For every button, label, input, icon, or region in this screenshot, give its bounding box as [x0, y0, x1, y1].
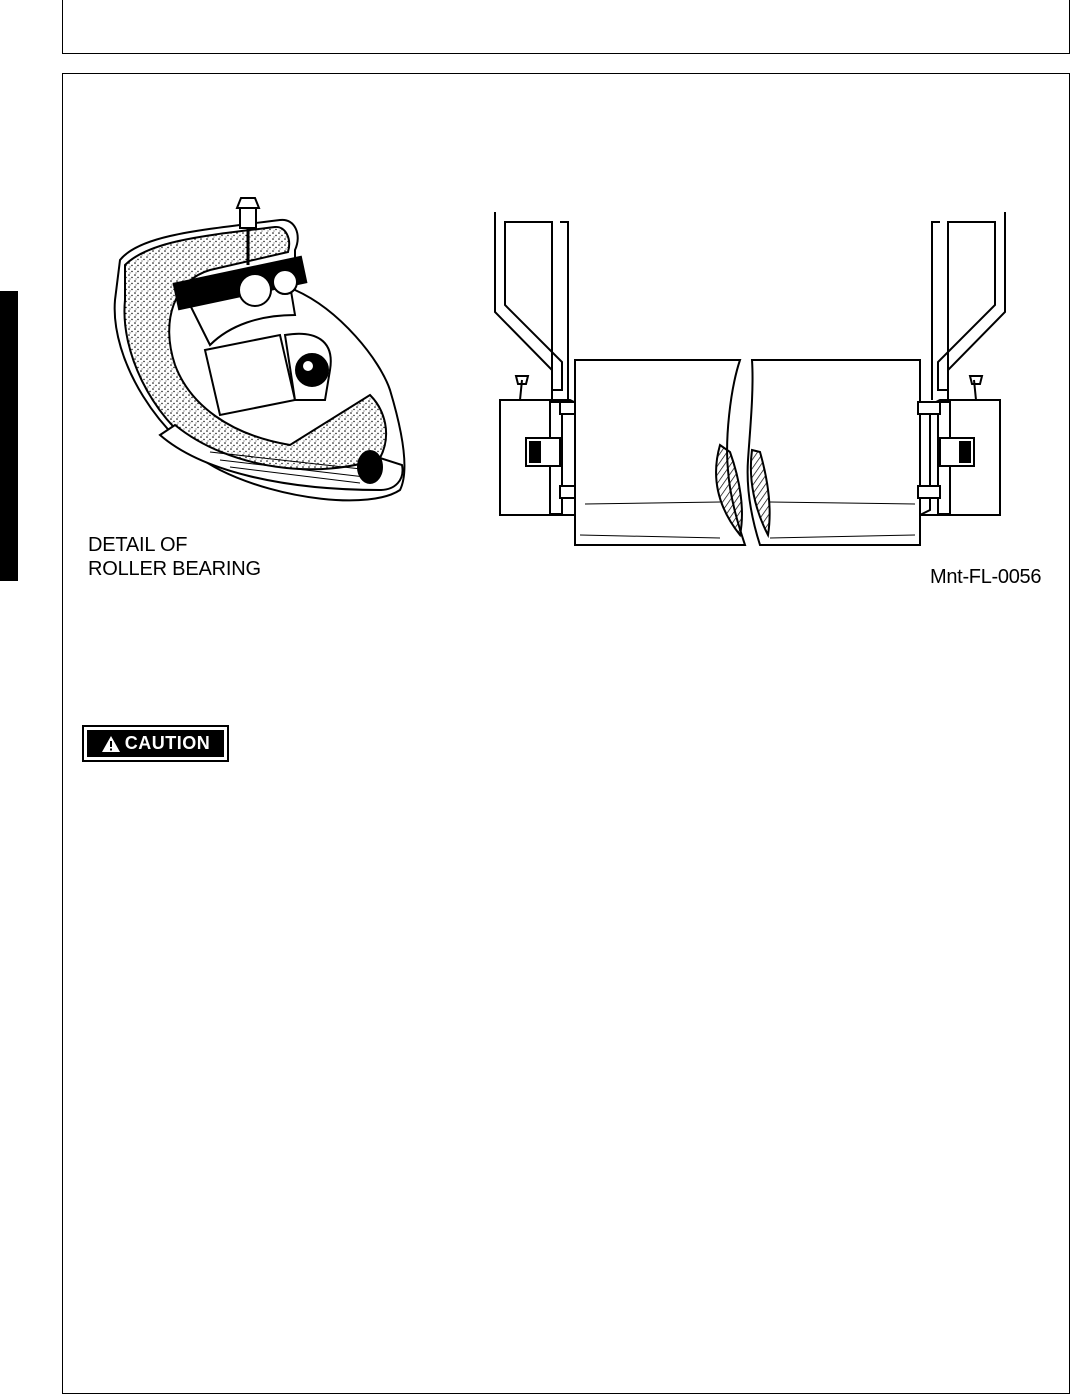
roller-assembly-drawing [495, 212, 1005, 545]
caution-badge-inner [87, 730, 224, 757]
section-side-tab [0, 291, 18, 581]
caption-line-2: ROLLER BEARING [88, 558, 261, 580]
bearing-detail-caption [88, 533, 261, 581]
warning-triangle-icon [101, 735, 121, 753]
caution-label: CAUTION [124, 733, 211, 753]
page-header-box [62, 0, 1070, 54]
figure-id: Mnt-FL-0056 [930, 566, 1042, 588]
caution-badge [82, 725, 229, 762]
caption-line-1: DETAIL OF [88, 534, 188, 556]
bearing-detail-drawing [115, 198, 405, 500]
